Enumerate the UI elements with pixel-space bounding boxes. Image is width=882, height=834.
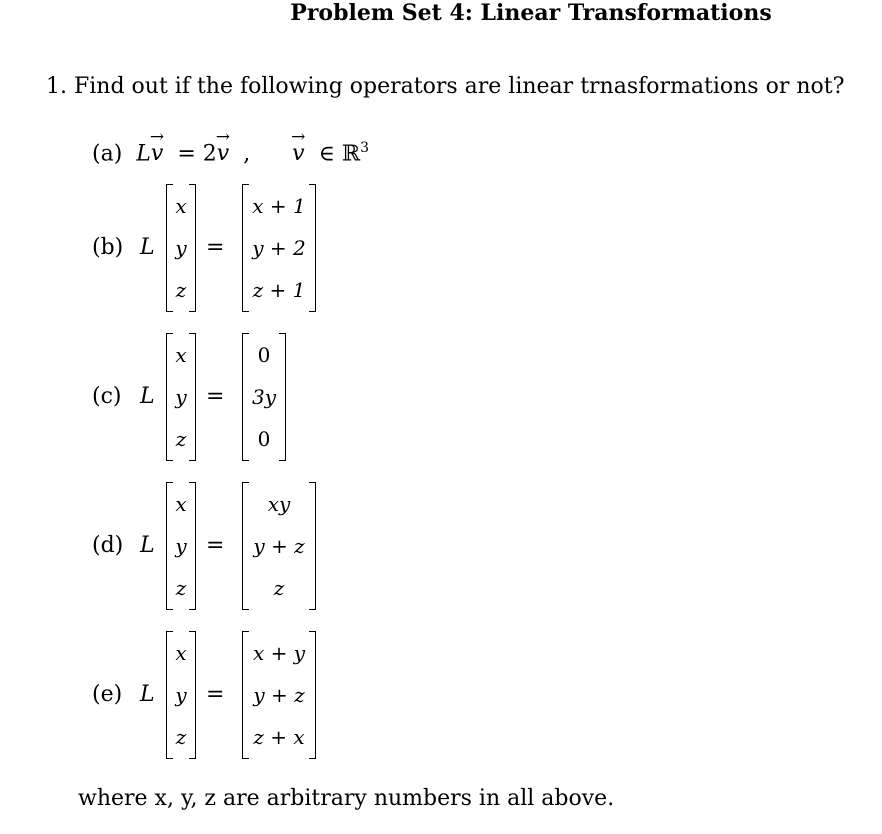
matrix-cell: x	[175, 343, 187, 367]
matrix-cell: 3y	[251, 385, 277, 409]
matrix-cell: y	[175, 236, 187, 260]
part-a-set: ℝ	[341, 141, 361, 167]
vector-v: → v	[151, 141, 163, 166]
input-matrix	[166, 184, 196, 312]
page-title: Problem Set 4: Linear Transformations	[290, 0, 772, 26]
question-1: 1. Find out if the following operators are linear trnasformations or not?	[46, 74, 845, 99]
operator: L	[140, 384, 155, 409]
matrix-cell: 0	[257, 343, 271, 367]
input-matrix	[166, 333, 196, 461]
matrix-cell: z	[175, 576, 187, 600]
matrix-cell: y	[175, 385, 187, 409]
matrix-cell: x + 1	[252, 194, 306, 218]
matrix-cell: y + 2	[252, 236, 306, 260]
matrix-cell: z	[273, 576, 285, 600]
part-label: (b)	[92, 235, 124, 260]
output-matrix	[242, 631, 316, 759]
vector-v: → v	[217, 141, 229, 166]
equals-sign: =	[206, 384, 225, 409]
matrix-cell: z + x	[253, 725, 305, 749]
operator: L	[140, 533, 155, 558]
matrix-cell: x	[175, 641, 187, 665]
vector-v: → v	[292, 141, 304, 166]
part-a-coefficient: 2	[202, 141, 217, 167]
matrix-cell: z + 1	[252, 278, 306, 302]
matrix-cell: 0	[257, 427, 271, 451]
part-label: (e)	[92, 682, 123, 707]
part-a: (a) L→ v = 2→ v , → v ∈ ℝ$^3$	[92, 140, 369, 166]
matrix-cell: z	[175, 278, 187, 302]
part-a-operator: L	[136, 141, 151, 167]
equals-sign: =	[206, 533, 225, 558]
matrix-cell: x	[175, 492, 187, 516]
matrix-cell: y + z	[253, 534, 305, 558]
operator: L	[140, 235, 155, 260]
output-matrix	[242, 184, 316, 312]
input-matrix	[166, 482, 196, 610]
footer-note: where x, y, z are arbitrary numbers in all above.	[78, 786, 615, 811]
output-matrix	[242, 482, 316, 610]
matrix-cell: y	[175, 683, 187, 707]
matrix-cell: x	[175, 194, 187, 218]
part-label: (d)	[92, 533, 124, 558]
equals-sign: =	[206, 235, 225, 260]
part-a-exponent: 3	[360, 140, 370, 156]
operator: L	[140, 682, 155, 707]
matrix-cell: x + y	[252, 641, 306, 665]
matrix-cell: y + z	[253, 683, 305, 707]
matrix-cell: z	[175, 427, 187, 451]
part-a-label: (a)	[92, 141, 123, 167]
equals-sign: =	[206, 682, 225, 707]
matrix-cell: xy	[267, 492, 291, 516]
output-matrix	[242, 333, 286, 461]
part-label: (c)	[92, 384, 122, 409]
matrix-cell: z	[175, 725, 187, 749]
input-matrix	[166, 631, 196, 759]
matrix-cell: y	[175, 534, 187, 558]
